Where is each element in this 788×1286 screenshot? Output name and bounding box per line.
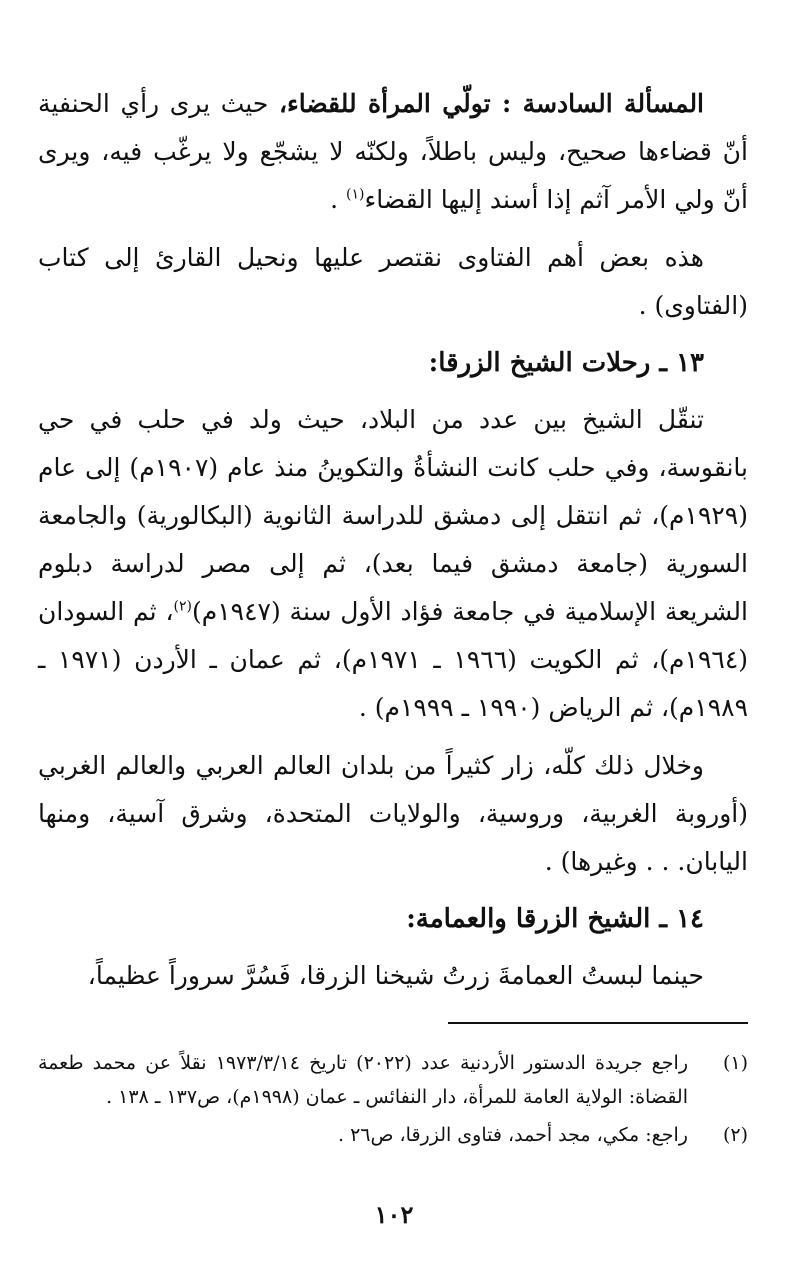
heading-turban: ١٤ ـ الشيخ الزرقا والعمامة: bbox=[406, 904, 704, 934]
footnote-ref-1[interactable]: (١) bbox=[346, 186, 365, 203]
paragraph-turban: حينما لبستُ العمامةَ زرتُ شيخنا الزرقا، فَسُرَّ سروراً عظيماً، bbox=[87, 961, 704, 990]
travels-end: ، ثم السودان (١٩٦٤م)، ثم الكويت (١٩٦٦ ـ ١٩٧١م)، ثم عمان ـ الأردن (١٩٧١ ـ ١٩٨٩م)، ثم الرياض (١٩٩٠ ـ ١٩٩٩م) . bbox=[38, 597, 749, 722]
paragraph-fatawa-summary: هذه بعض أهم الفتاوى نقتصر عليها ونحيل القارئ إلى كتاب (الفتاوى) . bbox=[38, 243, 748, 320]
heading-travels: ١٣ ـ رحلات الشيخ الزرقا: bbox=[428, 348, 704, 378]
page-number: ١٠٢ bbox=[374, 1200, 414, 1229]
issue-six-text: حيث يرى رأي الحنفية أنّ قضاءها صحيح، وليس باطلاً، ولكنّه لا يشجّع ولا يرغّب فيه، ويرى أنّ ولي الأمر آثم إذا أسند إليها القضاء bbox=[38, 89, 748, 214]
paragraph-visits: وخلال ذلك كلّه، زار كثيراً من بلدان العالم العربي والعالم الغربي (أوروبة الغربية، وروسية، والولايات المتحدة، وشرق آسية، ومنها اليابان. . . وغيرها) . bbox=[38, 751, 748, 876]
travels-text: تنقّل الشيخ بين عدد من البلاد، حيث ولد في حلب في حي بانقوسة، وفي حلب كانت النشأةُ والتكوينُ منذ عام (١٩٠٧م) إلى عام (١٩٢٩م)، ثم انتقل إلى دمشق للدراسة الثانوية (البكالورية) والجامعة السورية (جامعة دمشق فيما بعد)، ثم إلى مصر لدراسة دبلوم الشريعة الإسلامية في جامعة فؤاد الأول سنة (١٩٤٧م) bbox=[38, 405, 748, 626]
footnote-ref-2[interactable]: (٢) bbox=[173, 598, 193, 615]
footnote-2 bbox=[38, 1118, 748, 1152]
footnote-number: (١) bbox=[722, 1052, 748, 1074]
paragraph-women-judiciary bbox=[38, 80, 748, 224]
footnote-text: راجع جريدة الدستور الأردنية عدد (٢٠٢٢) تاريخ ١٩٧٣/٣/١٤ نقلاً عن محمد طعمة القضاة: الولاية العامة للمرأة، دار النفائس ـ عمان (١٩٩٨م)، ص١٣٧ ـ ١٣٨ . bbox=[38, 1052, 688, 1108]
issue-six-lead: المسألة السادسة : تولّي المرأة للقضاء، bbox=[278, 89, 705, 118]
footnote-text: راجع: مكي، مجد أحمد، فتاوى الزرقا، ص٢٦ . bbox=[338, 1124, 688, 1146]
issue-six-end: . bbox=[330, 185, 347, 214]
footnote-number: (٢) bbox=[722, 1124, 748, 1146]
paragraph-travels bbox=[38, 396, 748, 732]
footnote-1 bbox=[38, 1046, 748, 1114]
footnote-divider bbox=[448, 1022, 748, 1024]
